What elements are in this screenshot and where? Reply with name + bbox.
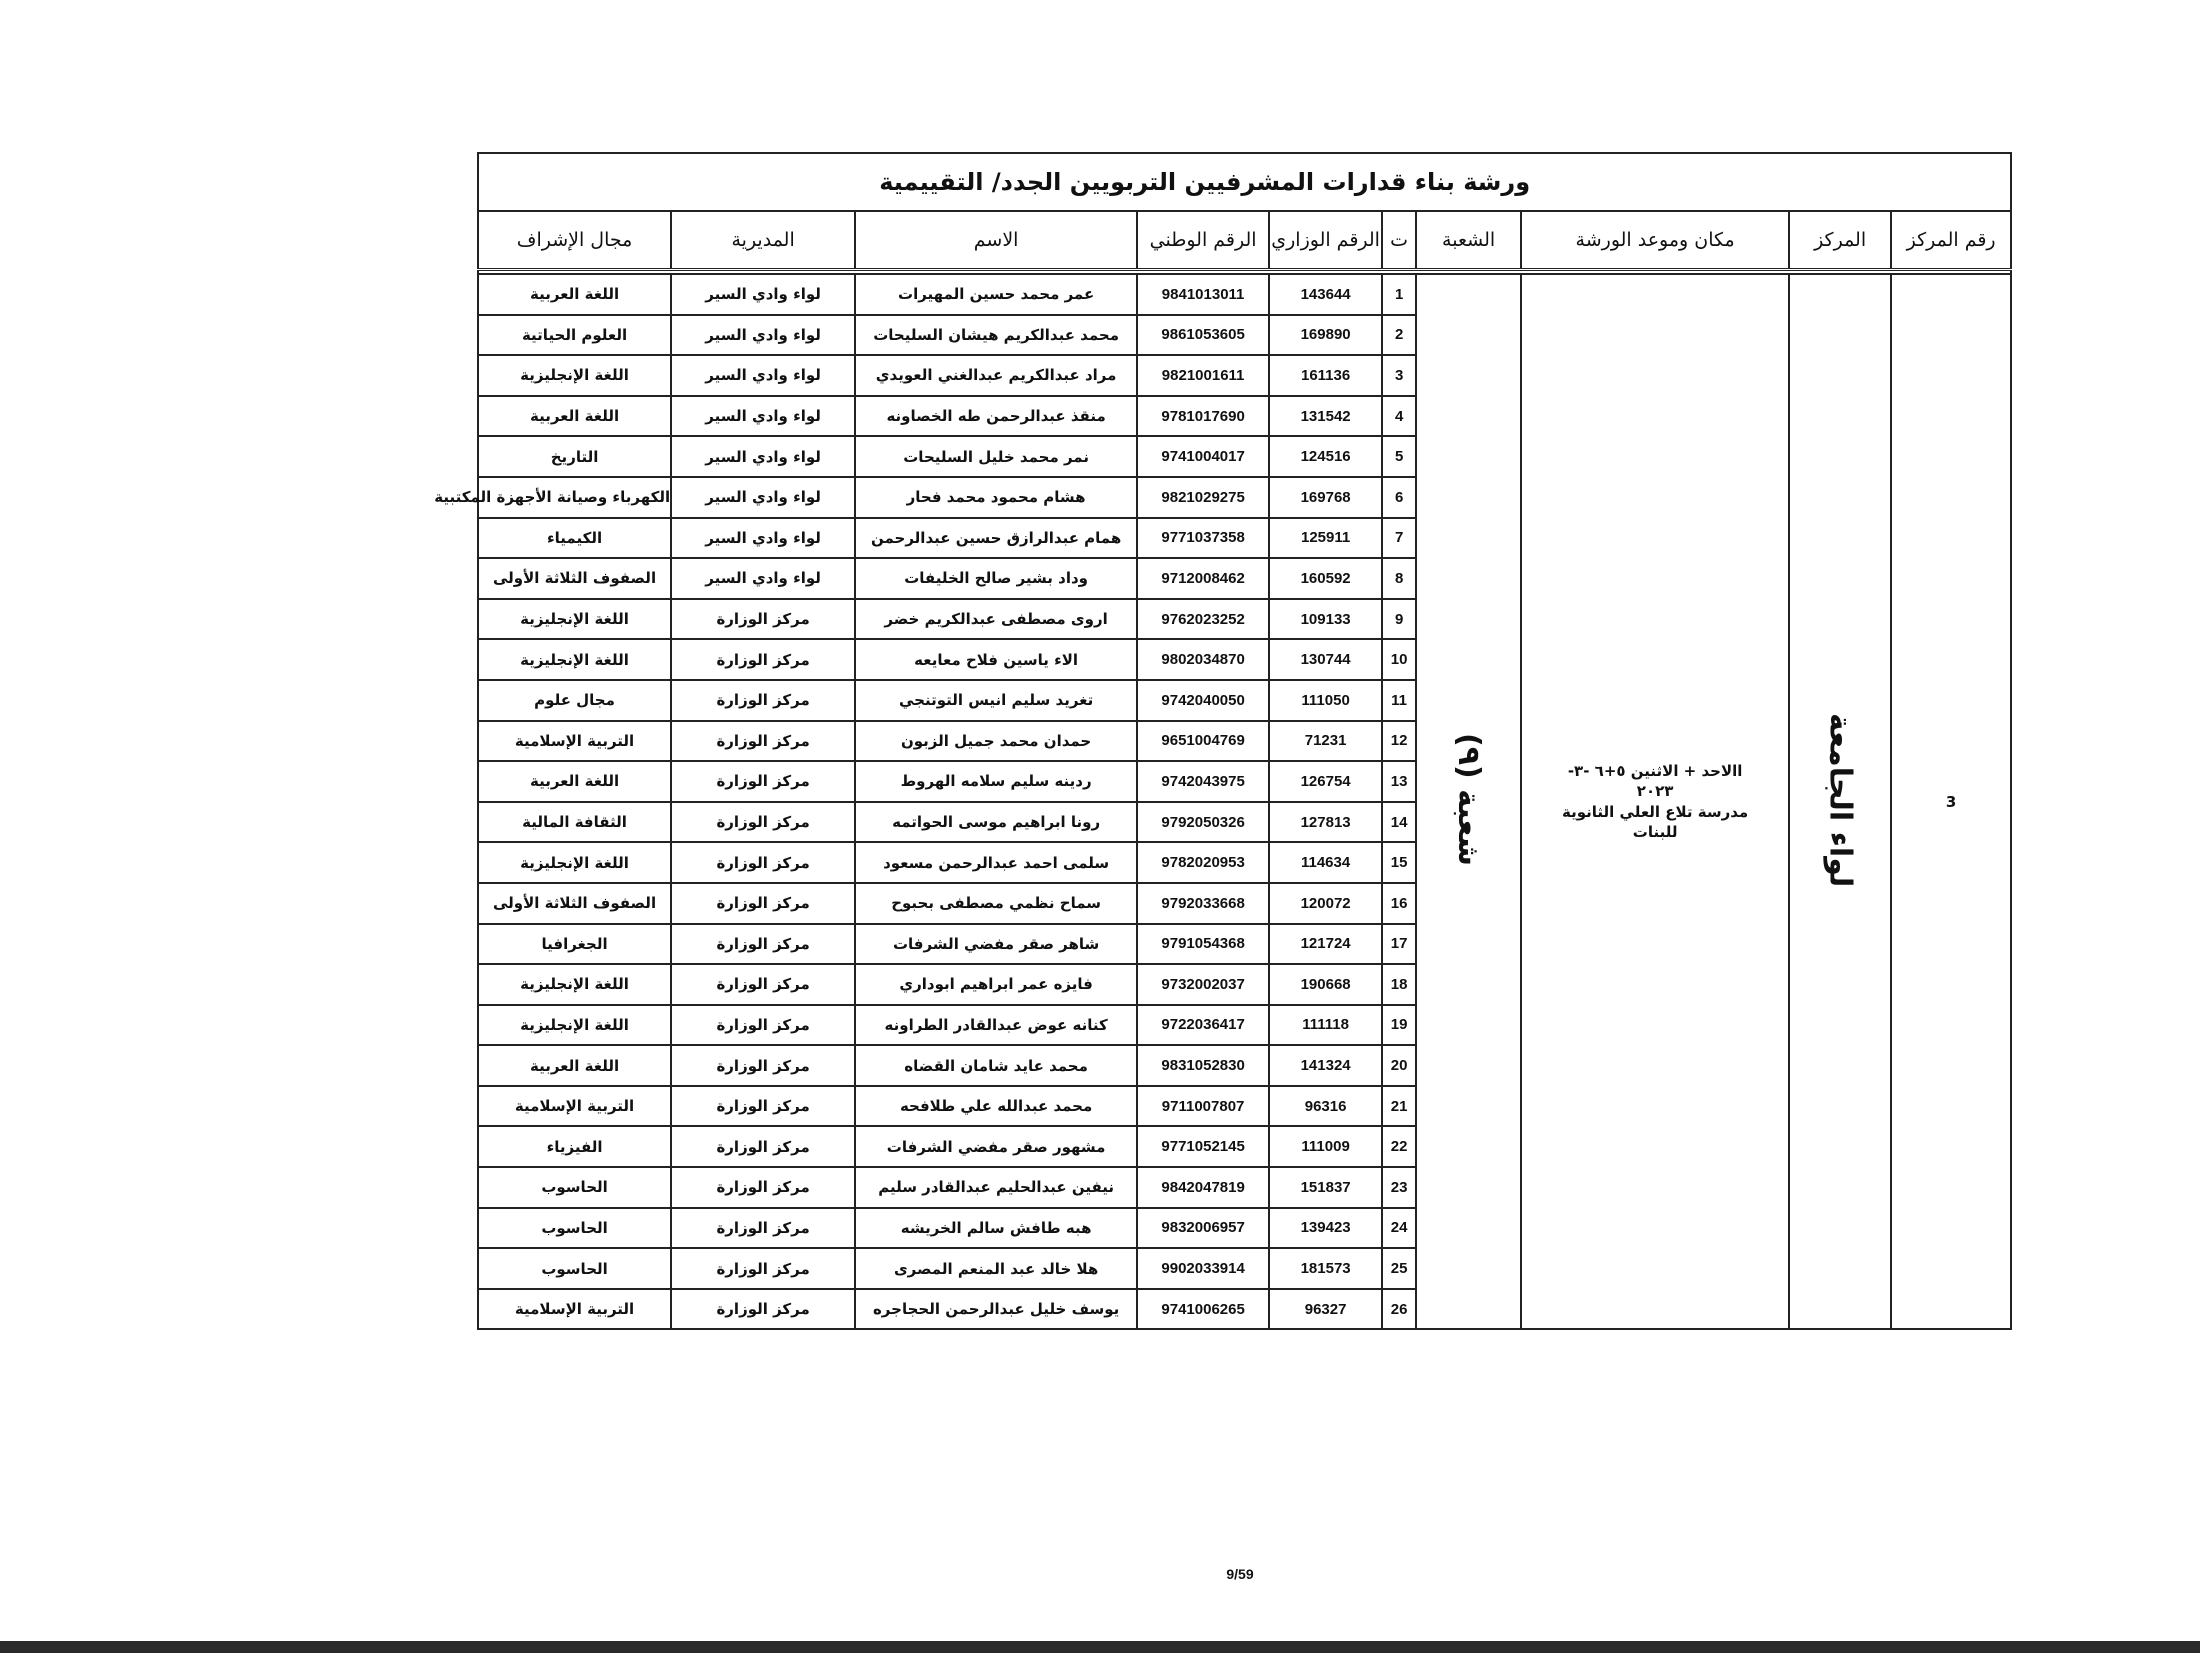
ministry-number-cell: 120072 xyxy=(1269,883,1382,924)
ministry-number-cell: 169890 xyxy=(1269,315,1382,356)
center-cell xyxy=(1789,274,1891,1329)
field-cell: الجغرافيا xyxy=(478,924,671,965)
field-cell: التربية الإسلامية xyxy=(478,1086,671,1127)
name-cell: شاهر صقر مفضي الشرفات xyxy=(855,924,1137,965)
national-number-cell: 9742043975 xyxy=(1137,761,1269,802)
seq-cell: 25 xyxy=(1382,1248,1416,1289)
seq-cell: 16 xyxy=(1382,883,1416,924)
directorate-cell: لواء وادي السير xyxy=(671,558,855,599)
national-number-cell: 9821029275 xyxy=(1137,477,1269,518)
national-number-cell: 9841013011 xyxy=(1137,274,1269,315)
field-cell: اللغة العربية xyxy=(478,761,671,802)
ministry-number-cell: 111050 xyxy=(1269,680,1382,721)
field-cell: الكهرباء وصيانة الأجهزة المكتبية xyxy=(478,477,671,518)
ministry-number-cell: 71231 xyxy=(1269,721,1382,762)
seq-cell: 2 xyxy=(1382,315,1416,356)
directorate-cell: مركز الوزارة xyxy=(671,1289,855,1330)
name-cell: هلا خالد عبد المنعم المصرى xyxy=(855,1248,1137,1289)
ministry-number-cell: 181573 xyxy=(1269,1248,1382,1289)
name-cell: سلمى احمد عبدالرحمن مسعود xyxy=(855,842,1137,883)
header-ministry-no: الرقم الوزاري xyxy=(1269,211,1382,270)
national-number-cell: 9861053605 xyxy=(1137,315,1269,356)
name-cell: نمر محمد خليل السليحات xyxy=(855,436,1137,477)
place-date-line: مدرسة تلاع العلي الثانوية xyxy=(1562,802,1749,821)
national-number-cell: 9782020953 xyxy=(1137,842,1269,883)
ministry-number-cell: 109133 xyxy=(1269,599,1382,640)
national-number-cell: 9732002037 xyxy=(1137,964,1269,1005)
directorate-cell: مركز الوزارة xyxy=(671,1208,855,1249)
field-cell: العلوم الحياتية xyxy=(478,315,671,356)
scan-edge xyxy=(0,1641,2200,1653)
directorate-cell: مركز الوزارة xyxy=(671,883,855,924)
seq-cell: 13 xyxy=(1382,761,1416,802)
ministry-number-cell: 125911 xyxy=(1269,518,1382,559)
seq-cell: 15 xyxy=(1382,842,1416,883)
place-date-cell xyxy=(1521,274,1789,1329)
directorate-cell: مركز الوزارة xyxy=(671,1167,855,1208)
field-cell: اللغة الإنجليزية xyxy=(478,842,671,883)
directorate-cell: لواء وادي السير xyxy=(671,396,855,437)
field-cell: اللغة العربية xyxy=(478,1045,671,1086)
seq-cell: 3 xyxy=(1382,355,1416,396)
field-cell: الفيزياء xyxy=(478,1126,671,1167)
name-cell: مشهور صقر مفضي الشرفات xyxy=(855,1126,1137,1167)
ministry-number-cell: 130744 xyxy=(1269,639,1382,680)
name-cell: هبه طافش سالم الخريشه xyxy=(855,1208,1137,1249)
field-cell: الحاسوب xyxy=(478,1208,671,1249)
ministry-number-cell: 96316 xyxy=(1269,1086,1382,1127)
ministry-number-cell: 124516 xyxy=(1269,436,1382,477)
center-label: لواء الجامعة xyxy=(1822,712,1858,887)
header-section: الشعبة xyxy=(1416,211,1521,270)
national-number-cell: 9762023252 xyxy=(1137,599,1269,640)
directorate-cell: مركز الوزارة xyxy=(671,1005,855,1046)
field-cell: اللغة العربية xyxy=(478,274,671,315)
header-directorate: المديرية xyxy=(671,211,855,270)
national-number-cell: 9741004017 xyxy=(1137,436,1269,477)
name-cell: الاء ياسين فلاح معايعه xyxy=(855,639,1137,680)
ministry-number-cell: 111118 xyxy=(1269,1005,1382,1046)
ministry-number-cell: 169768 xyxy=(1269,477,1382,518)
ministry-number-cell: 143644 xyxy=(1269,274,1382,315)
ministry-number-cell: 114634 xyxy=(1269,842,1382,883)
seq-cell: 23 xyxy=(1382,1167,1416,1208)
national-number-cell: 9711007807 xyxy=(1137,1086,1269,1127)
seq-cell: 4 xyxy=(1382,396,1416,437)
national-number-cell: 9842047819 xyxy=(1137,1167,1269,1208)
header-national-no: الرقم الوطني xyxy=(1137,211,1269,270)
national-number-cell: 9651004769 xyxy=(1137,721,1269,762)
directorate-cell: لواء وادي السير xyxy=(671,274,855,315)
name-cell: كنانه عوض عبدالقادر الطراونه xyxy=(855,1005,1137,1046)
name-cell: محمد عبدالله علي طلافحه xyxy=(855,1086,1137,1127)
seq-cell: 17 xyxy=(1382,924,1416,965)
directorate-cell: لواء وادي السير xyxy=(671,315,855,356)
name-cell: سماح نظمي مصطفى بحبوح xyxy=(855,883,1137,924)
name-cell: هشام محمود محمد فحار xyxy=(855,477,1137,518)
seq-cell: 11 xyxy=(1382,680,1416,721)
directorate-cell: لواء وادي السير xyxy=(671,436,855,477)
ministry-number-cell: 131542 xyxy=(1269,396,1382,437)
name-cell: فايزه عمر ابراهيم ابوداري xyxy=(855,964,1137,1005)
field-cell: اللغة الإنجليزية xyxy=(478,599,671,640)
name-cell: يوسف خليل عبدالرحمن الحجاجره xyxy=(855,1289,1137,1330)
national-number-cell: 9781017690 xyxy=(1137,396,1269,437)
header-seq: ت xyxy=(1382,211,1416,270)
directorate-cell: مركز الوزارة xyxy=(671,842,855,883)
ministry-number-cell: 96327 xyxy=(1269,1289,1382,1330)
field-cell: الصفوف الثلاثة الأولى xyxy=(478,883,671,924)
directorate-cell: مركز الوزارة xyxy=(671,1248,855,1289)
national-number-cell: 9792033668 xyxy=(1137,883,1269,924)
national-number-cell: 9831052830 xyxy=(1137,1045,1269,1086)
ministry-number-cell: 121724 xyxy=(1269,924,1382,965)
ministry-number-cell: 151837 xyxy=(1269,1167,1382,1208)
seq-cell: 1 xyxy=(1382,274,1416,315)
header-center: المركز xyxy=(1789,211,1891,270)
directorate-cell: مركز الوزارة xyxy=(671,1086,855,1127)
name-cell: تغريد سليم انيس التوتنجي xyxy=(855,680,1137,721)
field-cell: اللغة الإنجليزية xyxy=(478,1005,671,1046)
directorate-cell: لواء وادي السير xyxy=(671,477,855,518)
header-name: الاسم xyxy=(855,211,1137,270)
roster-table xyxy=(434,152,2012,1330)
seq-cell: 22 xyxy=(1382,1126,1416,1167)
section-cell xyxy=(1416,274,1521,1329)
name-cell: مراد عبدالكريم عبدالغني العويدي xyxy=(855,355,1137,396)
ministry-number-cell: 126754 xyxy=(1269,761,1382,802)
seq-cell: 6 xyxy=(1382,477,1416,518)
field-cell: التربية الإسلامية xyxy=(478,1289,671,1330)
seq-cell: 10 xyxy=(1382,639,1416,680)
seq-cell: 20 xyxy=(1382,1045,1416,1086)
name-cell: عمر محمد حسين المهيرات xyxy=(855,274,1137,315)
seq-cell: 8 xyxy=(1382,558,1416,599)
field-cell: الحاسوب xyxy=(478,1167,671,1208)
field-cell: الحاسوب xyxy=(478,1248,671,1289)
national-number-cell: 9832006957 xyxy=(1137,1208,1269,1249)
field-cell: اللغة الإنجليزية xyxy=(478,964,671,1005)
seq-cell: 19 xyxy=(1382,1005,1416,1046)
field-cell: الثقافة المالية xyxy=(478,802,671,843)
field-cell: اللغة الإنجليزية xyxy=(478,355,671,396)
document-title: ورشة بناء قدارات المشرفيين التربويين الجدد/ التقييمية xyxy=(478,153,2011,211)
seq-cell: 12 xyxy=(1382,721,1416,762)
header-place-date: مكان وموعد الورشة xyxy=(1521,211,1789,270)
directorate-cell: مركز الوزارة xyxy=(671,964,855,1005)
seq-cell: 18 xyxy=(1382,964,1416,1005)
national-number-cell: 9802034870 xyxy=(1137,639,1269,680)
field-cell: اللغة الإنجليزية xyxy=(478,639,671,680)
roster-body xyxy=(434,274,2011,1329)
section-label: شعبة (٩) xyxy=(1451,733,1487,867)
national-number-cell: 9741006265 xyxy=(1137,1289,1269,1330)
name-cell: حمدان محمد جميل الزبون xyxy=(855,721,1137,762)
directorate-cell: مركز الوزارة xyxy=(671,1045,855,1086)
national-number-cell: 9712008462 xyxy=(1137,558,1269,599)
national-number-cell: 9722036417 xyxy=(1137,1005,1269,1046)
ministry-number-cell: 160592 xyxy=(1269,558,1382,599)
page-number: 9/59 xyxy=(1226,1566,1254,1582)
directorate-cell: مركز الوزارة xyxy=(671,639,855,680)
name-cell: نيفين عبدالحليم عبدالقادر سليم xyxy=(855,1167,1137,1208)
ministry-number-cell: 111009 xyxy=(1269,1126,1382,1167)
seq-cell: 14 xyxy=(1382,802,1416,843)
seq-cell: 24 xyxy=(1382,1208,1416,1249)
field-cell: التربية الإسلامية xyxy=(478,721,671,762)
roster-sheet xyxy=(434,152,2010,1330)
place-date-line: للبنات xyxy=(1632,822,1678,841)
place-date-line: ٢٠٢٣ xyxy=(1636,782,1674,801)
seq-cell: 7 xyxy=(1382,518,1416,559)
header-field: مجال الإشراف xyxy=(478,211,671,270)
directorate-cell: مركز الوزارة xyxy=(671,802,855,843)
center-number-cell: 3 xyxy=(1891,274,2011,1329)
directorate-cell: مركز الوزارة xyxy=(671,599,855,640)
header-row xyxy=(478,211,2011,270)
seq-cell: 9 xyxy=(1382,599,1416,640)
name-cell: همام عبدالرازق حسين عبدالرحمن xyxy=(855,518,1137,559)
directorate-cell: مركز الوزارة xyxy=(671,924,855,965)
name-cell: منقذ عبدالرحمن طه الخصاونه xyxy=(855,396,1137,437)
name-cell: رونا ابراهيم موسى الحواتمه xyxy=(855,802,1137,843)
national-number-cell: 9792050326 xyxy=(1137,802,1269,843)
national-number-cell: 9902033914 xyxy=(1137,1248,1269,1289)
name-cell: وداد بشير صالح الخليفات xyxy=(855,558,1137,599)
directorate-cell: لواء وادي السير xyxy=(671,355,855,396)
field-cell: اللغة العربية xyxy=(478,396,671,437)
ministry-number-cell: 127813 xyxy=(1269,802,1382,843)
seq-cell: 5 xyxy=(1382,436,1416,477)
field-cell: التاريخ xyxy=(478,436,671,477)
ministry-number-cell: 139423 xyxy=(1269,1208,1382,1249)
national-number-cell: 9791054368 xyxy=(1137,924,1269,965)
directorate-cell: مركز الوزارة xyxy=(671,680,855,721)
name-cell: محمد عايد شامان القضاه xyxy=(855,1045,1137,1086)
directorate-cell: مركز الوزارة xyxy=(671,1126,855,1167)
national-number-cell: 9771037358 xyxy=(1137,518,1269,559)
header-center-no: رقم المركز xyxy=(1891,211,2011,270)
national-number-cell: 9821001611 xyxy=(1137,355,1269,396)
ministry-number-cell: 161136 xyxy=(1269,355,1382,396)
field-cell: مجال علوم xyxy=(478,680,671,721)
field-cell: الصفوف الثلاثة الأولى xyxy=(478,558,671,599)
name-cell: محمد عبدالكريم هيشان السليحات xyxy=(855,315,1137,356)
national-number-cell: 9742040050 xyxy=(1137,680,1269,721)
place-date-line: االاحد + الاثنين ٥+٦ -٣- xyxy=(1567,762,1743,781)
name-cell: ردينه سليم سلامه الهروط xyxy=(855,761,1137,802)
seq-cell: 26 xyxy=(1382,1289,1416,1330)
national-number-cell: 9771052145 xyxy=(1137,1126,1269,1167)
directorate-cell: مركز الوزارة xyxy=(671,721,855,762)
ministry-number-cell: 190668 xyxy=(1269,964,1382,1005)
table-row xyxy=(478,274,2011,315)
seq-cell: 21 xyxy=(1382,1086,1416,1127)
field-cell: الكيمياء xyxy=(478,518,671,559)
directorate-cell: مركز الوزارة xyxy=(671,761,855,802)
name-cell: اروى مصطفى عبدالكريم خضر xyxy=(855,599,1137,640)
directorate-cell: لواء وادي السير xyxy=(671,518,855,559)
ministry-number-cell: 141324 xyxy=(1269,1045,1382,1086)
